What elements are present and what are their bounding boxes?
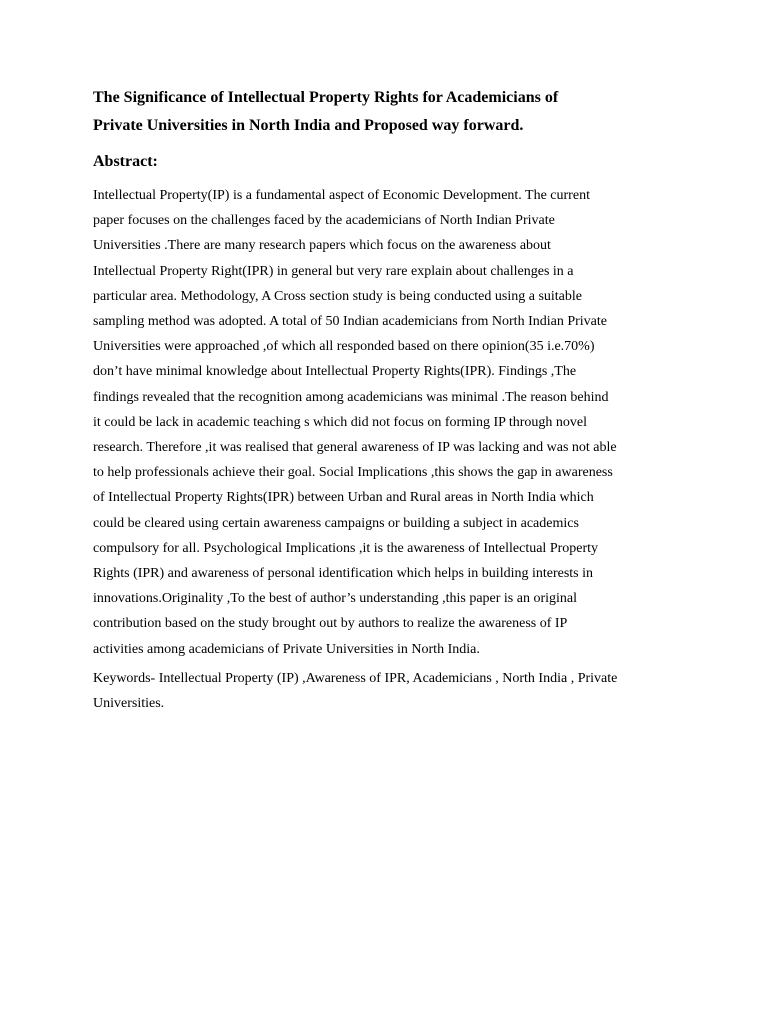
abstract-line: particular area. Methodology, A Cross section study is being conducted using a suitable [93,288,582,304]
abstract-line: paper focuses on the challenges faced by the academicians of North Indian Private [93,213,555,229]
keywords [93,666,693,716]
abstract-line: research. Therefore ,it was realised that general awareness of IP was lacking and was not able [93,440,617,456]
abstract-line: contribution based on the study brought out by authors to realize the awareness of IP [93,616,568,632]
abstract-line: don’t have minimal knowledge about Intellectual Property Rights(IPR). Findings ,The [93,364,577,380]
abstract-line: findings revealed that the recognition among academicians was minimal .The reason behind [93,389,609,405]
abstract-line: to help professionals achieve their goal. Social Implications ,this shows the gap in awareness [93,465,613,481]
abstract-line: compulsory for all. Psychological Implications ,it is the awareness of Intellectual Property [93,540,599,556]
document-content [93,84,693,716]
abstract-line: it could be lack in academic teaching s which did not focus on forming IP through novel [93,414,588,430]
title-line: The Significance of Intellectual Property Rights for Academicians of [93,89,559,106]
abstract-line: Rights (IPR) and awareness of personal identification which helps in building interests in [93,566,594,582]
paper-title [93,84,693,140]
title-line: Private Universities in North India and Proposed way forward. [93,117,524,134]
abstract-line: Intellectual Property Right(IPR) in general but very rare explain about challenges in a [93,263,574,279]
abstract-line: activities among academicians of Private Universities in North India. [93,641,480,657]
abstract-body [93,183,693,662]
abstract-line: innovations.Originality ,To the best of author’s understanding ,this paper is an original [93,591,578,607]
abstract-line: Universities .There are many research papers which focus on the awareness about [93,238,551,254]
abstract-line: Universities were approached ,of which all responded based on there opinion(35 i.e.70%) [93,339,595,355]
abstract-line: of Intellectual Property Rights(IPR) between Urban and Rural areas in North India which [93,490,594,506]
abstract-line: could be cleared using certain awareness campaigns or building a subject in academics [93,515,579,531]
abstract-line: sampling method was adopted. A total of 50 Indian academicians from North Indian Private [93,314,607,330]
keywords-line: Universities. [93,696,165,712]
abstract-line: Intellectual Property(IP) is a fundamental aspect of Economic Development. The current [93,188,590,203]
keywords-line: Keywords- Intellectual Property (IP) ,Awareness of IPR, Academicians , North India , Private [93,670,618,686]
abstract-heading: Abstract: [93,153,158,170]
